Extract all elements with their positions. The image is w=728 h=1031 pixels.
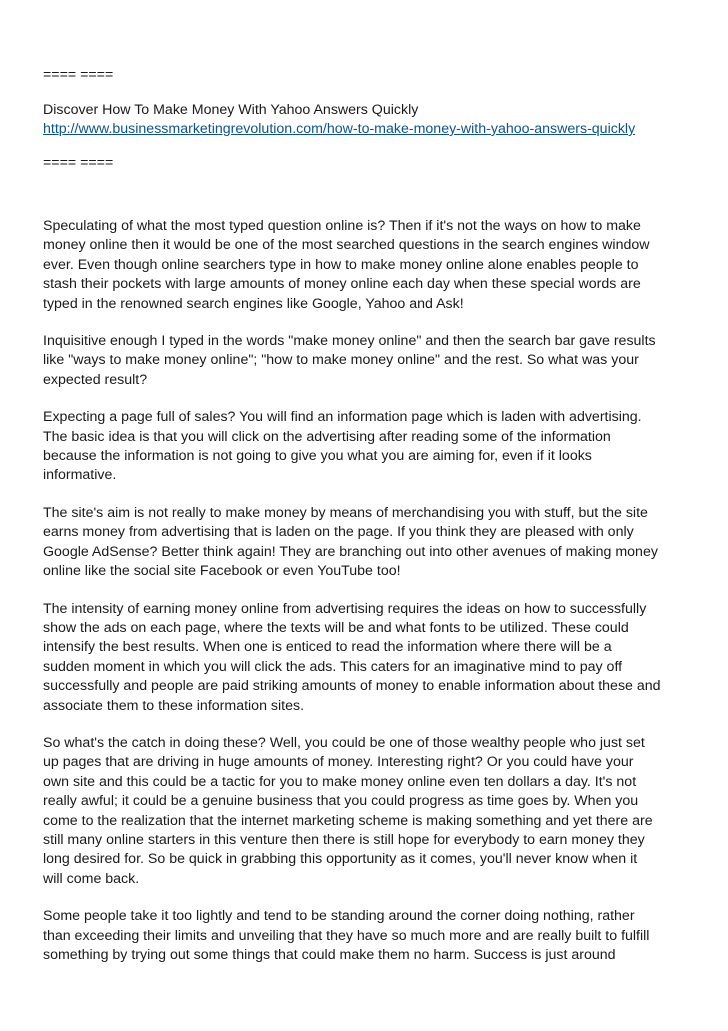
article-title: Discover How To Make Money With Yahoo Answers Quickly — [43, 102, 419, 118]
paragraph-line: than exceeding their limits and unveiling that they have so much more and are really built to fulfill — [43, 927, 650, 944]
paragraph-line: Speculating of what the most typed question online is? Then if it's not the ways on how to make — [43, 218, 641, 234]
paragraph-line: informative. — [43, 467, 117, 484]
paragraph-line: online like the social site Facebook or even YouTube too! — [43, 563, 401, 580]
paragraph-line: expected result? — [43, 371, 148, 388]
paragraph-line: something by trying out some things that could make them no harm. Success is just around — [43, 947, 616, 963]
paragraph — [43, 332, 691, 390]
article-link[interactable]: http://www.businessmarketingrevolution.com/how-to-make-money-with-yahoo-answers-quickly — [43, 121, 636, 137]
paragraph — [43, 408, 691, 486]
paragraph-line: Some people take it too lightly and tend to be standing around the corner doing nothing, rather — [43, 908, 635, 925]
paragraph-line: The basic idea is that you will click on the advertising after reading some of the information — [43, 428, 611, 445]
paragraph-line: money online then it would be one of the most searched questions in the search engines window — [43, 237, 650, 254]
paragraph-line: Expecting a page full of sales? You will find an information page which is laden with advertising. — [43, 409, 642, 426]
paragraph — [43, 504, 691, 582]
paragraph-line: show the ads on each page, where the texts will be and what fonts to be utilized. These could — [43, 619, 629, 636]
paragraph-line: typed in the renowned search engines like Google, Yahoo and Ask! — [43, 295, 464, 312]
paragraph-line: own site and this could be a tactic for you to make money online even ten dollars a day. It's not — [43, 773, 637, 790]
paragraph-line: up pages that are driving in huge amounts of money. Interesting right? Or you could have your — [43, 754, 634, 771]
paragraph-line: long desired for. So be quick in grabbing this opportunity as it comes, you'll never know when it — [43, 851, 638, 868]
document-page — [43, 66, 691, 965]
paragraph-line: Google AdSense? Better think again! They are branching out into other avenues of making money — [43, 543, 658, 560]
paragraph-line: earns money from advertising that is laden on the page. If you think they are pleased with only — [43, 524, 634, 541]
paragraph-line: Inquisitive enough I typed in the words "make money online" and then the search bar gave results — [43, 333, 656, 350]
paragraph-line: come to the realization that the internet marketing scheme is making something and yet there are — [43, 812, 653, 829]
paragraph-line: sudden moment in which you will click the ads. This caters for an imaginative mind to pay off — [43, 658, 623, 675]
paragraph-line: really awful; it could be a genuine business that you could progress as time goes by. When you — [43, 793, 639, 810]
paragraph — [43, 600, 691, 716]
paragraph-line: ever. Even though online searchers type in how to make money online alone enables people to — [43, 256, 639, 273]
paragraph-line: associate them to these information sites. — [43, 697, 305, 714]
paragraph-line: still many online starters in this venture then there is still hope for everybody to earn money they — [43, 831, 645, 848]
paragraph — [43, 907, 691, 965]
paragraph-line: So what's the catch in doing these? Well, you could be one of those wealthy people who just set — [43, 734, 645, 751]
paragraph-line: like "ways to make money online"; "how to make money online" and the rest. So what was your — [43, 352, 639, 369]
paragraph-line: intensify the best results. When one is enticed to read the information where there will be a — [43, 639, 612, 656]
paragraph — [43, 217, 691, 314]
separator-top: ==== ==== — [43, 67, 114, 83]
paragraph-line: because the information is not going to give you what you are aiming for, even if it looks — [43, 448, 592, 465]
paragraph — [43, 734, 691, 889]
paragraph-line: will come back. — [43, 870, 140, 887]
paragraph-line: stash their pockets with large amounts of money online each day when these special words are — [43, 276, 641, 293]
paragraph-line: The site's aim is not really to make money by means of merchandising you with stuff, but the site — [43, 504, 648, 521]
paragraph-line: successfully and people are paid striking amounts of money to enable information about these and — [43, 678, 661, 695]
separator-bottom: ==== ==== — [43, 155, 114, 171]
paragraph-line: The intensity of earning money online from advertising requires the ideas on how to successfully — [43, 600, 647, 617]
